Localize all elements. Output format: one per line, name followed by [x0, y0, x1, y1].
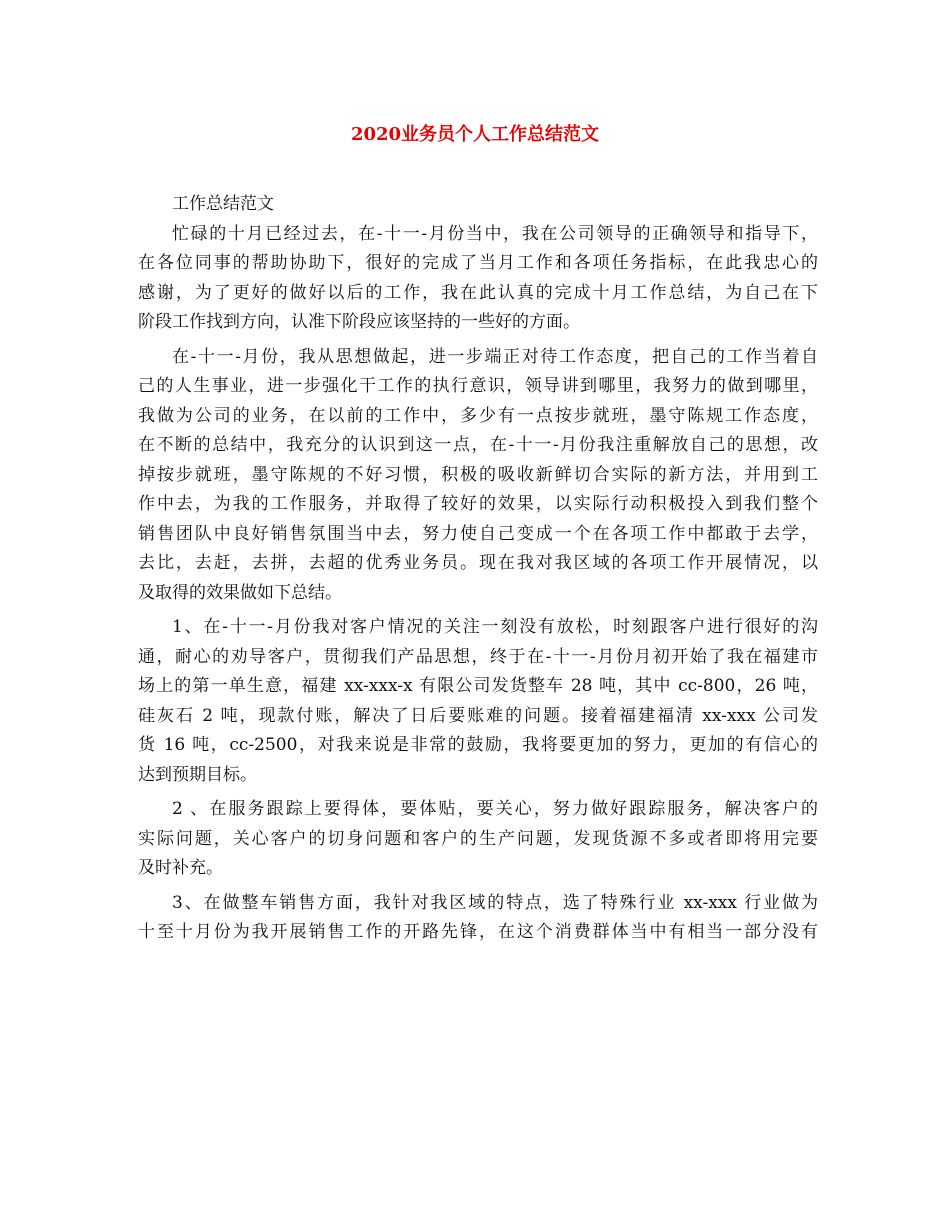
paragraph-line: 我做为公司的业务，在以前的工作中，多少有一点按步就班，墨守陈规工作态度， [138, 405, 818, 426]
document-body [138, 190, 818, 948]
paragraph-line: 阶段工作找到方向，认准下阶段应该坚持的一些好的方面。 [138, 312, 580, 332]
paragraph-line: 己的人生事业，进一步强化干工作的执行意识，领导讲到哪里，我努力的做到哪里， [138, 376, 818, 396]
paragraph-line: 销售团队中良好销售氛围当中去，努力使自己变成一个在各项工作中都敢于去学， [138, 523, 818, 544]
paragraph-line: 硅灰石 2 吨，现款付账，解决了日后要账难的问题。接着福建福清 xx-xxx 公司发 [138, 705, 818, 726]
paragraph-line: 及取得的效果做如下总结。 [138, 582, 342, 603]
paragraph-line: 及时补充。 [138, 858, 223, 878]
paragraph-line: 掉按步就班，墨守陈规的不好习惯，积极的吸收新鲜切合实际的新方法，并用到工 [138, 464, 818, 485]
paragraph-line: 2 、在服务跟踪上要得体，要体贴，要关心，努力做好跟踪服务，解决客户的 [172, 799, 818, 819]
paragraph-line: 场上的第一单生意，福建 xx-xxx-x 有限公司发货整车 28 吨，其中 cc-800，26 吨， [138, 676, 818, 696]
paragraph-line: 达到预期目标。 [138, 764, 257, 785]
document-title: 2020业务员个人工作总结范文 [350, 124, 600, 145]
paragraph-line: 实际问题，关心客户的切身问题和客户的生产问题，发现货源不多或者即将用完要 [138, 828, 818, 849]
paragraph-line: 货 16 吨，cc-2500，对我来说是非常的鼓励，我将要更加的努力，更加的有信心的 [138, 735, 818, 755]
paragraph-line: 忙碌的十月已经过去，在-十一-月份当中，我在公司领导的正确领导和指导下， [172, 223, 818, 244]
paragraph-line: 去比，去赶，去拼，去超的优秀业务员。现在我对我区域的各项工作开展情况，以 [138, 553, 818, 573]
paragraph-line: 通，耐心的劝导客户，贯彻我们产品思想，终于在-十一-月份月初开始了我在福建市 [138, 646, 818, 667]
paragraph-line: 工作总结范文 [172, 194, 274, 214]
paragraph-line: 作中去，为我的工作服务，并取得了较好的效果，以实际行动积极投入到我们整个 [138, 494, 818, 514]
paragraph-line: 1、在-十一-月份我对客户情况的关注一刻没有放松，时刻跟客户进行很好的沟 [172, 617, 818, 637]
paragraph-line: 在不断的总结中，我充分的认识到这一点，在-十一-月份我注重解放自己的思想，改 [138, 435, 818, 455]
paragraph-line: 3、在做整车销售方面，我针对我区域的特点，选了特殊行业 xx-xxx 行业做为 [172, 892, 818, 913]
paragraph-line: 在-十一-月份，我从思想做起，进一步端正对待工作态度，把自己的工作当着自 [172, 346, 818, 367]
paragraph-line: 十至十月份为我开展销售工作的开路先锋，在这个消费群体当中有相当一部分没有 [138, 922, 818, 942]
paragraph-line: 感谢，为了更好的做好以后的工作，我在此认真的完成十月工作总结，为自己在下 [138, 282, 818, 303]
paragraph-line: 在各位同事的帮助协助下，很好的完成了当月工作和各项任务指标，在此我忠心的 [138, 253, 818, 273]
